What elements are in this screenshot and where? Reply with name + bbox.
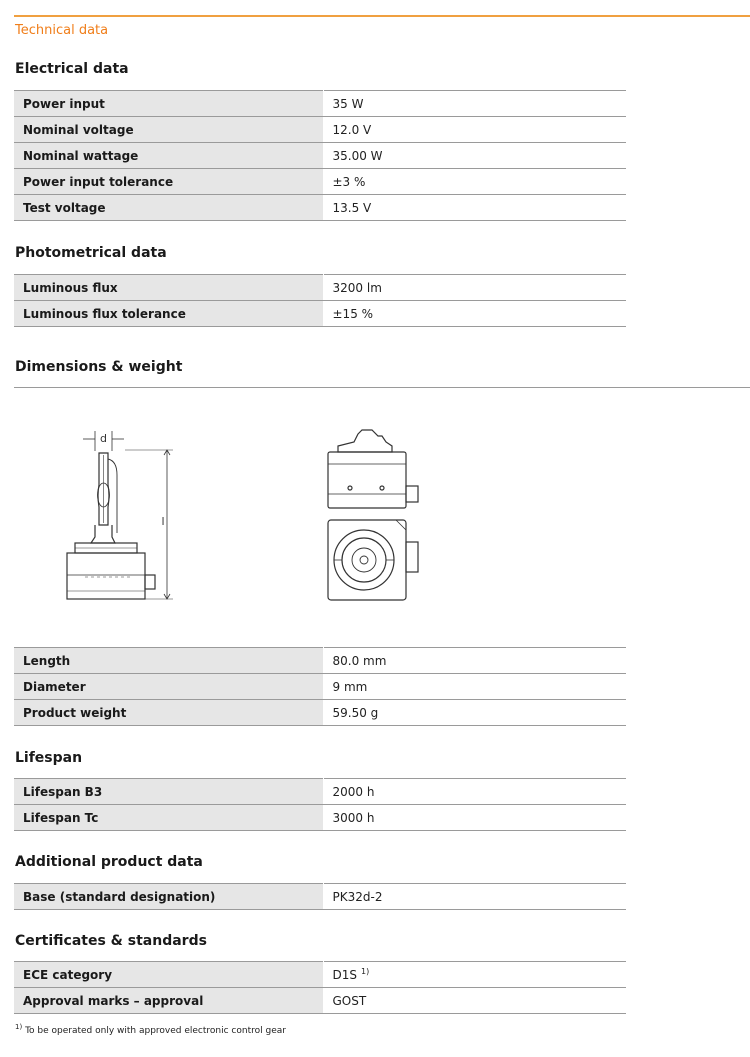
row-label: Product weight	[14, 700, 323, 726]
row-label: Nominal voltage	[14, 117, 323, 143]
row-value: 2000 h	[323, 779, 626, 805]
section-divider	[14, 387, 750, 388]
footnote-text: To be operated only with approved electronic control gear	[25, 1026, 286, 1036]
row-value: 35 W	[323, 91, 626, 117]
row-label: Lifespan Tc	[14, 805, 323, 831]
lifespan-table	[14, 778, 626, 831]
row-label: Power input	[14, 91, 323, 117]
additional-section-title: Additional product data	[15, 854, 203, 870]
row-label: Luminous flux	[14, 275, 323, 301]
table-row	[14, 988, 626, 1014]
certificates-table	[14, 961, 626, 1014]
additional-table	[14, 883, 626, 910]
row-value: 59.50 g	[323, 700, 626, 726]
row-value: PK32d-2	[323, 884, 626, 910]
bulb-top-bottom-drawing	[320, 428, 425, 606]
row-label: Nominal wattage	[14, 143, 323, 169]
row-value: 9 mm	[323, 674, 626, 700]
row-value: 35.00 W	[323, 143, 626, 169]
row-value: 13.5 V	[323, 195, 626, 221]
diameter-label: d	[100, 432, 107, 445]
row-label: Power input tolerance	[14, 169, 323, 195]
photometrical-table	[14, 274, 626, 327]
row-value: GOST	[323, 988, 626, 1014]
table-row	[14, 143, 626, 169]
header-rule	[14, 15, 750, 17]
photometrical-section-title: Photometrical data	[15, 245, 167, 261]
dimensions-section-title: Dimensions & weight	[15, 359, 183, 375]
dimensions-table	[14, 647, 626, 726]
table-row	[14, 648, 626, 674]
row-value: 80.0 mm	[323, 648, 626, 674]
page-title: Technical data	[15, 23, 109, 38]
footnote	[15, 1023, 286, 1036]
row-label: ECE category	[14, 962, 323, 988]
footnote-number: 1)	[15, 1023, 23, 1031]
table-row	[14, 275, 626, 301]
table-row	[14, 169, 626, 195]
certificates-section-title: Certificates & standards	[15, 933, 207, 949]
row-value: 3200 lm	[323, 275, 626, 301]
length-label: l	[161, 515, 165, 528]
bulb-side-drawing	[55, 425, 180, 605]
row-label: Base (standard designation)	[14, 884, 323, 910]
table-row	[14, 700, 626, 726]
row-label: Diameter	[14, 674, 323, 700]
ece-category-value: D1S	[332, 968, 357, 982]
table-row	[14, 779, 626, 805]
lifespan-section-title: Lifespan	[15, 750, 83, 766]
table-row	[14, 884, 626, 910]
row-label: Luminous flux tolerance	[14, 301, 323, 327]
row-value: ±3 %	[323, 169, 626, 195]
table-row	[14, 962, 626, 988]
table-row	[14, 674, 626, 700]
table-row	[14, 195, 626, 221]
row-label: Length	[14, 648, 323, 674]
table-row	[14, 117, 626, 143]
electrical-section-title: Electrical data	[15, 61, 129, 77]
table-row	[14, 91, 626, 117]
row-value: ±15 %	[323, 301, 626, 327]
table-row	[14, 301, 626, 327]
table-row	[14, 805, 626, 831]
row-value: 3000 h	[323, 805, 626, 831]
row-label: Approval marks – approval	[14, 988, 323, 1014]
row-label: Test voltage	[14, 195, 323, 221]
footnote-mark: 1)	[361, 967, 370, 976]
row-value: 12.0 V	[323, 117, 626, 143]
electrical-table	[14, 90, 626, 221]
row-value	[323, 962, 626, 988]
row-label: Lifespan B3	[14, 779, 323, 805]
